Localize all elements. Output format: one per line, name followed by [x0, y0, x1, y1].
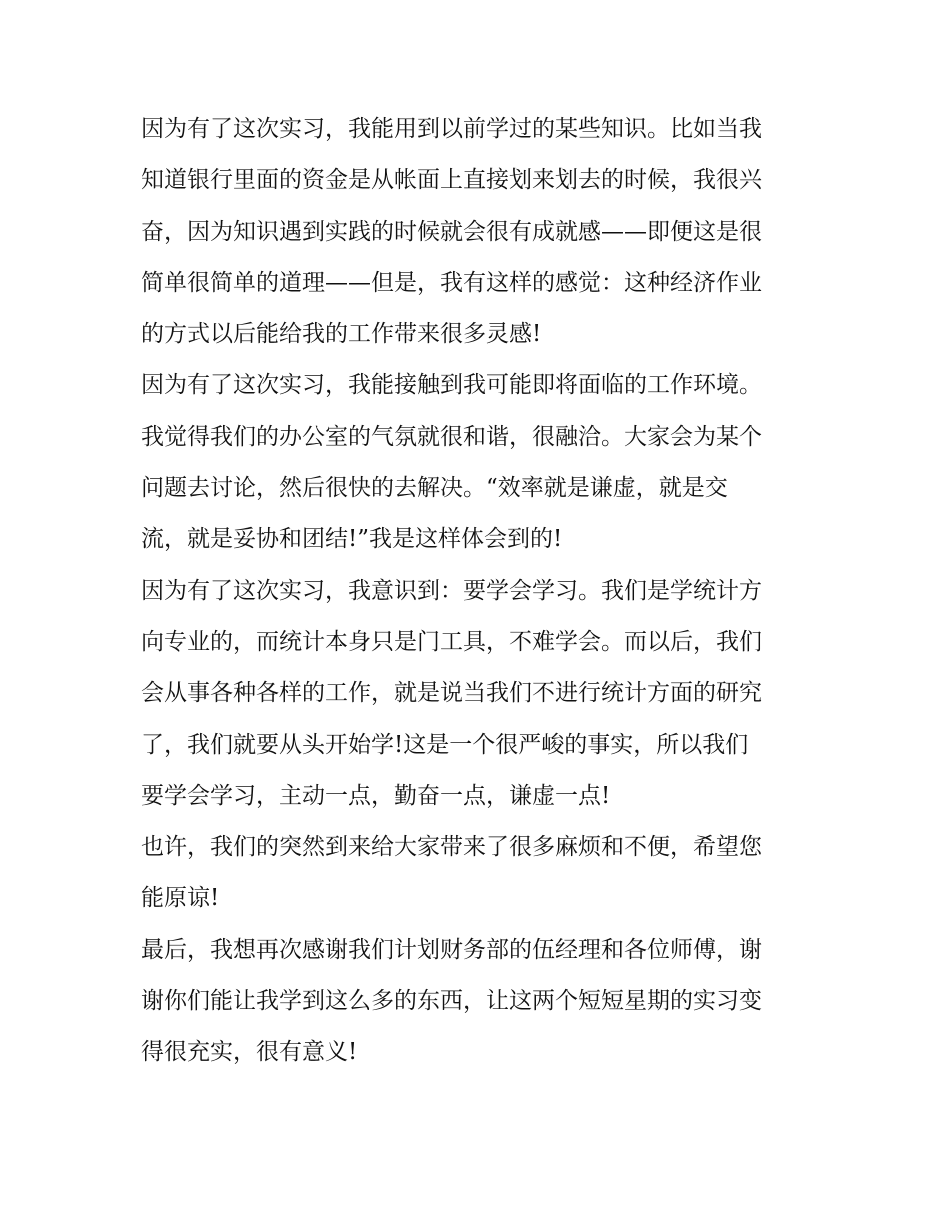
text-line: 了，我们就要从头开始学!这是一个很严峻的事实，所以我们	[141, 731, 749, 758]
text-line: 知道银行里面的资金是从帐面上直接划来划去的时候，我很兴	[141, 167, 762, 194]
text-line: 因为有了这次实习，我意识到：要学会学习。我们是学统计方	[141, 577, 762, 604]
text-line: 的方式以后能给我的工作带来很多灵感!	[141, 321, 542, 348]
text-line: 问题去讨论，然后很快的去解决。“效率就是谦虚，就是交	[141, 475, 728, 502]
text-line: 我觉得我们的办公室的气氛就很和谐，很融洽。大家会为某个	[141, 423, 762, 450]
text-line: 因为有了这次实习，我能用到以前学过的某些知识。比如当我	[141, 116, 762, 142]
text-line: 因为有了这次实习，我能接触到我可能即将面临的工作环境。	[141, 372, 762, 399]
text-line: 能原谅!	[141, 885, 220, 912]
body-text	[141, 104, 811, 1079]
text-line: 流，就是妥协和团结!”我是这样体会到的!	[141, 526, 563, 553]
text-line: 简单很简单的道理——但是，我有这样的感觉：这种经济作业	[141, 269, 762, 296]
text-line: 向专业的，而统计本身只是门工具，不难学会。而以后，我们	[141, 628, 762, 655]
text-line: 会从事各种各样的工作，就是说当我们不进行统计方面的研究	[141, 680, 762, 707]
text-line: 得很充实，很有意义!	[141, 1039, 358, 1066]
text-line: 奋，因为知识遇到实践的时候就会很有成就感——即便这是很	[141, 218, 762, 245]
text-line: 谢你们能让我学到这么多的东西，让这两个短短星期的实习变	[141, 988, 762, 1015]
text-line: 要学会学习，主动一点，勤奋一点，谦虚一点!	[141, 782, 611, 809]
text-line: 最后，我想再次感谢我们计划财务部的伍经理和各位师傅，谢	[141, 936, 762, 963]
text-line: 也许，我们的突然到来给大家带来了很多麻烦和不便，希望您	[141, 834, 762, 861]
